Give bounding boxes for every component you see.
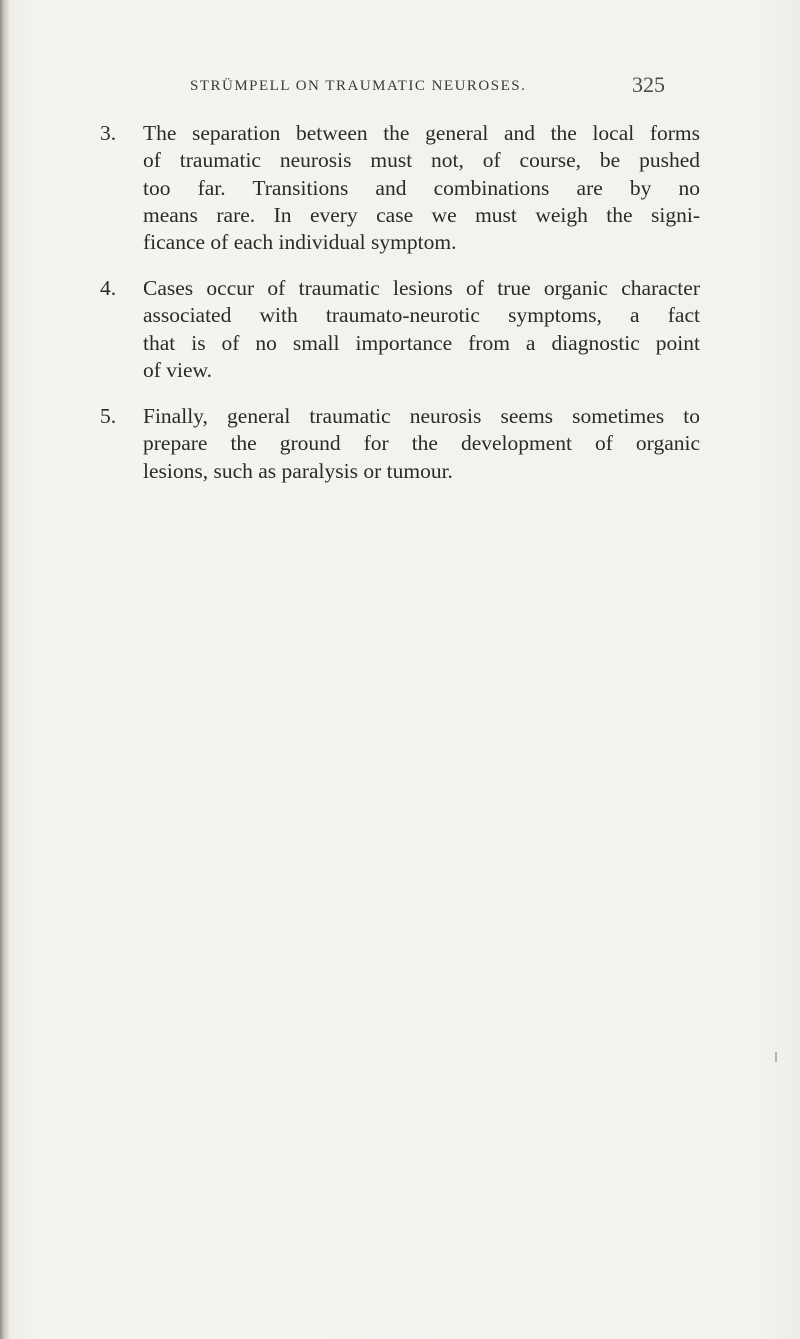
text-line: too far. Transitions and combinations are by no bbox=[143, 175, 700, 200]
numbered-paragraph-3 bbox=[100, 120, 700, 256]
text-line: The separation between the general and the local forms bbox=[143, 121, 700, 145]
text-line: of traumatic neurosis must not, of course, be pushed bbox=[143, 148, 700, 173]
text-line: lesions, such as paralysis or tumour. bbox=[143, 458, 453, 483]
text-line: that is of no small importance from a diagnostic point bbox=[143, 330, 700, 355]
page-binding-edge bbox=[0, 0, 10, 1339]
text-line: prepare the ground for the development of organic bbox=[143, 431, 700, 456]
paragraph-number: 4. bbox=[100, 276, 117, 300]
text-line: Finally, general traumatic neurosis seems sometimes to bbox=[143, 404, 700, 428]
page-number: 325 bbox=[632, 72, 665, 97]
numbered-paragraph-4 bbox=[100, 275, 700, 384]
text-line: means rare. In every case we must weigh the signi- bbox=[143, 202, 700, 227]
paragraph-body bbox=[143, 275, 700, 384]
text-line: ficance of each individual symptom. bbox=[143, 230, 457, 255]
text-line: Cases occur of traumatic lesions of true organic character bbox=[143, 276, 700, 300]
paragraph-number: 5. bbox=[100, 404, 117, 428]
running-head: STRÜMPELL ON TRAUMATIC NEUROSES. bbox=[190, 78, 527, 94]
paragraph-body bbox=[143, 120, 700, 256]
paragraph-body bbox=[143, 403, 700, 485]
stray-print-mark bbox=[775, 1052, 777, 1062]
text-line: of view. bbox=[143, 357, 213, 382]
text-line: associated with traumato-neurotic symptoms, a fact bbox=[143, 303, 700, 328]
paragraph-number: 3. bbox=[100, 121, 117, 145]
numbered-paragraph-5 bbox=[100, 403, 700, 485]
